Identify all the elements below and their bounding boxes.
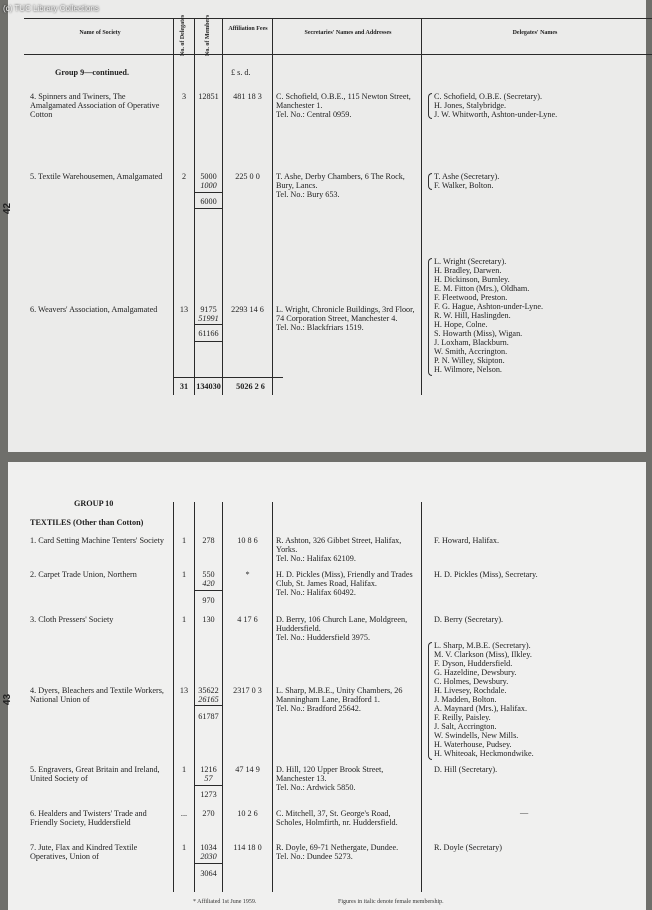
- member-count: 9175: [200, 305, 217, 314]
- member-count: 35622: [198, 686, 219, 695]
- delegate-names: H. D. Pickles (Miss), Secretary.: [434, 570, 538, 579]
- delegate-names: D. Berry (Secretary).: [434, 615, 504, 624]
- delegate-count: ...: [180, 809, 188, 818]
- secretary-address: L. Wright, Chronicle Buildings, 3rd Floor, 74 Corporation Street, Manchester 4. Tel. No.: Blackfriars 1519.: [276, 305, 415, 332]
- society-name: 7. Jute, Flax and Kindred Textile Operatives, Union of: [30, 843, 138, 861]
- delegate-count: 1: [181, 570, 187, 579]
- secretary-address: R. Doyle, 69-71 Nethergate, Dundee. Tel. No.: Dundee 5273.: [276, 843, 399, 861]
- female-member-count: 420: [202, 579, 215, 588]
- subtotal-rule: [195, 324, 222, 325]
- subtotal-rule: [195, 590, 222, 591]
- female-member-count: 2030: [200, 852, 217, 861]
- secretary-address: C. Mitchell, 37, St. George's Road, Scholes, Holmfirth, nr. Huddersfield.: [276, 809, 398, 827]
- delegate-count: 1: [181, 765, 187, 774]
- affiliation-fee: 10 2 6: [237, 809, 258, 818]
- delegate-names: T. Ashe (Secretary). F. Walker, Bolton.: [434, 172, 500, 190]
- female-member-count: 51991: [198, 314, 219, 323]
- delegate-count: 1: [181, 843, 187, 852]
- delegate-count: 2: [181, 172, 187, 181]
- subtotal-rule: [195, 341, 222, 342]
- affiliation-fee: 4 17 6: [237, 615, 258, 624]
- female-member-count: 26165: [198, 695, 219, 704]
- watermark: (c) TUC Library Collections: [3, 4, 99, 13]
- affiliation-fee: 481 18 3: [233, 92, 262, 101]
- member-total: 61166: [198, 329, 219, 338]
- header-members: No. of Members: [205, 14, 211, 56]
- member-total: 3064: [200, 869, 217, 878]
- secretary-address: R. Ashton, 326 Gibbet Street, Halifax, Yorks. Tel. No.: Halifax 62109.: [276, 536, 402, 563]
- member-count: 130: [202, 615, 215, 624]
- member-count: 5000: [200, 172, 217, 181]
- group-subtitle: TEXTILES (Other than Cotton): [30, 518, 144, 527]
- brace: [428, 173, 432, 190]
- affiliation-fee: 114 18 0: [233, 843, 262, 852]
- subtotal-rule: [195, 785, 222, 786]
- society-name: 2. Carpet Trade Union, Northern: [30, 570, 137, 579]
- society-name: 5. Textile Warehousemen, Amalgamated: [30, 172, 163, 181]
- fees-units: £ s. d.: [231, 68, 251, 77]
- subtotal-rule: [195, 705, 222, 706]
- society-name: 1. Card Setting Machine Tenters' Society: [30, 536, 164, 545]
- subtotal-rule: [195, 192, 222, 193]
- society-name: 4. Dyers, Bleachers and Textile Workers, National Union of: [30, 686, 164, 704]
- member-count: 550: [202, 570, 215, 579]
- subtotal-rule: [195, 208, 222, 209]
- affiliation-fee: *: [245, 570, 250, 579]
- delegate-names: D. Hill (Secretary).: [434, 765, 498, 774]
- member-count: 270: [202, 809, 215, 818]
- col-rule: [272, 502, 273, 892]
- affiliation-fee: 2317 0 3: [233, 686, 262, 695]
- member-total: 61787: [198, 712, 219, 721]
- member-total: 970: [202, 596, 215, 605]
- group-title: Group 9—continued.: [55, 68, 130, 77]
- brace: [428, 642, 432, 760]
- secretary-address: T. Ashe, Derby Chambers, 6 The Rock, Bury, Lancs. Tel. No.: Bury 653.: [276, 172, 405, 199]
- col-rule: [173, 502, 174, 892]
- page-43: [2, 462, 646, 910]
- header-society: Name of Society: [79, 30, 121, 36]
- delegate-names: C. Schofield, O.B.E. (Secretary). H. Jones, Stalybridge. J. W. Whitworth, Ashton-under-Lyne.: [434, 92, 558, 119]
- delegate-names: —: [520, 808, 529, 817]
- female-member-count: 1000: [200, 181, 217, 190]
- col-rule: [421, 502, 422, 892]
- col-rule: [272, 18, 273, 395]
- col-rule: [222, 502, 223, 892]
- header-bottom-rule: [24, 54, 652, 55]
- footnote-affiliated: * Affiliated 1st June 1959.: [193, 899, 257, 905]
- member-total: 1273: [200, 790, 217, 799]
- secretary-address: D. Hill, 120 Upper Brook Street, Manchester 13. Tel. No.: Ardwick 5850.: [276, 765, 384, 792]
- brace: [428, 258, 432, 376]
- col-rule: [173, 18, 174, 395]
- total-fees: 5026 2 6: [236, 382, 265, 391]
- total-members: 134030: [196, 382, 221, 391]
- member-total: 6000: [200, 197, 217, 206]
- delegate-names: R. Doyle (Secretary): [434, 843, 502, 852]
- col-rule: [421, 18, 422, 395]
- page-number: 42: [2, 202, 14, 215]
- delegate-names: L. Sharp, M.B.E. (Secretary). M. V. Clarkson (Miss), Ilkley. F. Dyson, Huddersfield. G. Hazeldine, Dewsbury. C. Holmes, Dewsbury. H. Livesey, Rochdale. J. Madden, Bolton. A. Maynard (Mrs.), Halifax. F. Reilly, Paisley. J. Salt, Accrington. W. Swindells, New Mills. H. Waterhouse, Pudsey. H. Whiteoak, Heckmondwike.: [434, 641, 534, 758]
- header-delegates: No. of Delegates: [180, 14, 186, 56]
- delegate-count: 1: [181, 615, 187, 624]
- member-count: 1034: [200, 843, 217, 852]
- affiliation-fee: 2293 14 6: [231, 305, 264, 314]
- col-rule: [194, 18, 195, 395]
- society-name: 3. Cloth Pressers' Society: [30, 615, 114, 624]
- delegate-count: 1: [181, 536, 187, 545]
- secretary-address: L. Sharp, M.B.E., Unity Chambers, 26 Manningham Lane, Bradford 1. Tel. No.: Bradford 25642.: [276, 686, 403, 713]
- page-42: [2, 0, 646, 452]
- affiliation-fee: 225 0 0: [235, 172, 260, 181]
- female-member-count: 57: [204, 774, 213, 783]
- member-count: 278: [202, 536, 215, 545]
- header-top-rule: [24, 18, 652, 19]
- header-fees: Affiliation Fees: [228, 26, 268, 32]
- delegate-count: 13: [179, 686, 189, 695]
- affiliation-fee: 10 8 6: [237, 536, 258, 545]
- member-count: 12851: [198, 92, 219, 101]
- subtotal-rule: [195, 863, 222, 864]
- delegate-count: 3: [181, 92, 187, 101]
- header-delegate-names: Delegates' Names: [512, 30, 558, 36]
- society-name: 6. Weavers' Association, Amalgamated: [30, 305, 158, 314]
- group-title: GROUP 10: [74, 499, 114, 508]
- secretary-address: H. D. Pickles (Miss), Friendly and Trades Club, St. James Road, Halifax. Tel. No.: Halifax 60492.: [276, 570, 413, 597]
- society-name: 4. Spinners and Twiners, The Amalgamated Association of Operative Cotton: [30, 92, 160, 119]
- delegate-count: 13: [179, 305, 189, 314]
- col-rule: [222, 18, 223, 395]
- total-delegates: 31: [179, 382, 189, 391]
- footnote-italic: Figures in italic denote female membership.: [338, 899, 444, 905]
- brace: [428, 93, 432, 119]
- delegate-names: F. Howard, Halifax.: [434, 536, 500, 545]
- member-count: 1216: [200, 765, 217, 774]
- header-secretaries: Secretaries' Names and Addresses: [304, 30, 392, 36]
- society-name: 5. Engravers, Great Britain and Ireland, United Society of: [30, 765, 160, 783]
- secretary-address: D. Berry, 106 Church Lane, Moldgreen, Huddersfield. Tel. No.: Huddersfield 3975.: [276, 615, 408, 642]
- affiliation-fee: 47 14 9: [235, 765, 260, 774]
- page-number: 43: [2, 693, 14, 706]
- secretary-address: C. Schofield, O.B.E., 115 Newton Street, Manchester 1. Tel. No.: Central 0959.: [276, 92, 411, 119]
- delegate-names: L. Wright (Secretary). H. Bradley, Darwen. H. Dickinson, Burnley. E. M. Fitton (Mrs.), Oldham. F. Fleetwood, Preston. F. G. Hague, Ashton-under-Lyne. R. W. Hill, Haslingden. H. Hope, Colne. S. Howarth (Miss), Wigan. J. Loxham, Blackburn. W. Smith, Accrington. P. N. Willey, Skipton. H. Wilmore, Nelson.: [434, 257, 544, 374]
- society-name: 6. Healders and Twisters' Trade and Friendly Society, Huddersfield: [30, 809, 147, 827]
- totals-rule: [173, 377, 283, 378]
